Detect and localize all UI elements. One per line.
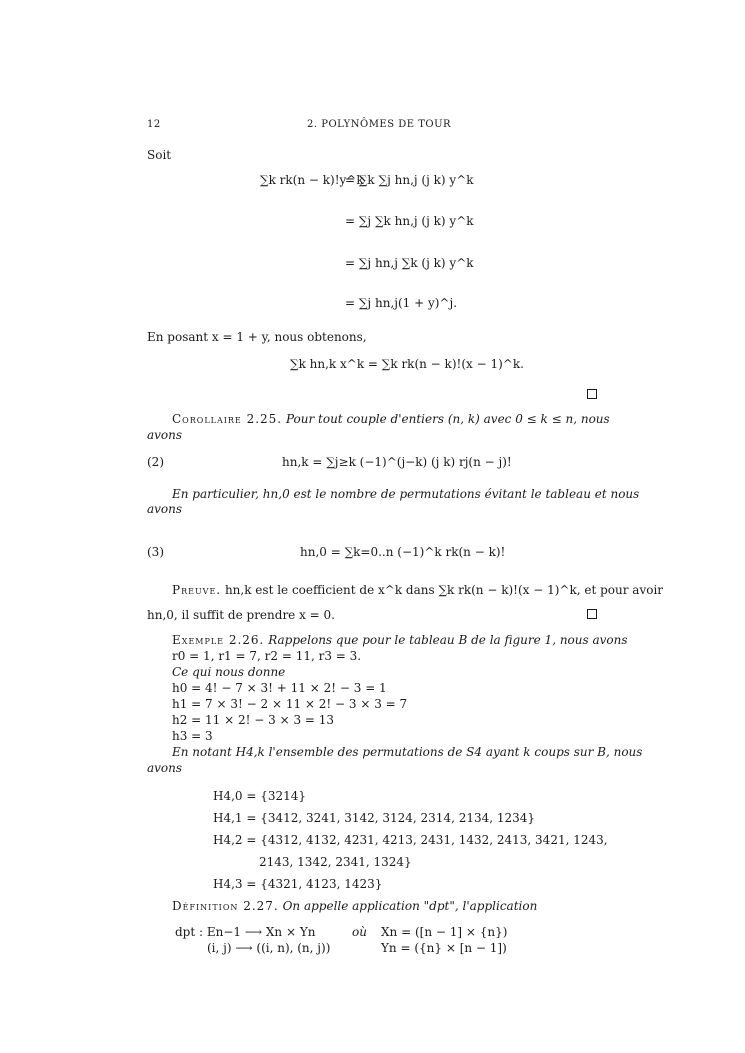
exemple-label: Exemple 2.26.	[172, 633, 265, 647]
ou-text: où	[352, 925, 367, 939]
particulier-text2: avons	[147, 502, 183, 516]
preuve-paragraph	[172, 583, 663, 597]
H3-set: H4,3 = {4321, 4123, 1423}	[213, 877, 383, 891]
notant-text1: En notant H4,k l'ensemble des permutations de S4 ayant k coups sur B, nous	[172, 745, 643, 759]
page-number: 12	[147, 119, 161, 130]
notant-text2: avons	[147, 761, 183, 775]
soit-text: Soit	[147, 148, 172, 162]
corollaire-label: Corollaire 2.25.	[172, 412, 283, 426]
eq-sum-line2: = ∑j ∑k hn,j (j k) y^k	[345, 214, 474, 228]
eq-sum-line4: = ∑j hn,j(1 + y)^j.	[345, 296, 458, 310]
H0-set: H4,0 = {3214}	[213, 789, 307, 803]
eq2: hn,k = ∑j≥k (−1)^(j−k) (j k) rj(n − j)!	[282, 455, 512, 469]
map-line2: (i, j) ⟶ ((i, n), (n, j))	[207, 941, 331, 955]
donne-text: Ce qui nous donne	[172, 665, 286, 679]
particulier-text1: En particulier, hn,0 est le nombre de permutations évitant le tableau et nous	[172, 487, 640, 501]
eq3-number: (3)	[147, 545, 164, 559]
h2-line: h2 = 11 × 2! − 3 × 3 = 13	[172, 713, 335, 727]
corollaire-text1: Pour tout couple d'entiers (n, k) avec 0 ≤ k ≤ n, nous	[285, 412, 610, 426]
definition-paragraph	[172, 899, 537, 913]
preuve-text1: hn,k est le coefficient de x^k dans ∑k rk(n − k)!(x − 1)^k, et pour avoir	[224, 583, 664, 597]
corollaire-paragraph	[172, 412, 610, 426]
H2-set-line2: 2143, 1342, 2341, 1324}	[259, 855, 412, 869]
eq-sum-line1: = ∑k ∑j hn,j (j k) y^k	[345, 173, 474, 187]
definition-text: On appelle application "dpt", l'application	[282, 899, 538, 913]
H1-set: H4,1 = {3412, 3241, 3142, 3124, 2314, 2134, 1234}	[213, 811, 536, 825]
X-definition: Xn = ([n − 1] × {n})	[381, 925, 508, 939]
qed-icon	[587, 389, 597, 399]
eq-sum-lhs: ∑k rk(n − k)!y^k	[260, 173, 364, 187]
posant-text: En posant x = 1 + y, nous obtenons,	[147, 330, 367, 344]
running-title: 2. POLYNÔMES DE TOUR	[307, 119, 452, 130]
exemple-intro: Rappelons que pour le tableau B de la figure 1, nous avons	[268, 633, 628, 647]
eq-x: ∑k hn,k x^k = ∑k rk(n − k)!(x − 1)^k.	[290, 357, 524, 371]
definition-label: Définition 2.27.	[172, 899, 279, 913]
eq2-number: (2)	[147, 455, 164, 469]
r-values: r0 = 1, r1 = 7, r2 = 11, r3 = 3.	[172, 649, 362, 663]
qed-icon	[587, 609, 597, 619]
H2-set-line1: H4,2 = {4312, 4132, 4231, 4213, 2431, 1432, 2413, 3421, 1243,	[213, 833, 608, 847]
h3-line: h3 = 3	[172, 729, 213, 743]
preuve-label: Preuve.	[172, 583, 222, 597]
h0-line: h0 = 4! − 7 × 3! + 11 × 2! − 3 = 1	[172, 681, 387, 695]
eq-sum-line3: = ∑j hn,j ∑k (j k) y^k	[345, 256, 474, 270]
preuve-text2: hn,0, il suffit de prendre x = 0.	[147, 608, 335, 622]
Y-definition: Yn = ({n} × [n − 1])	[381, 941, 507, 955]
eq3: hn,0 = ∑k=0..n (−1)^k rk(n − k)!	[300, 545, 506, 559]
corollaire-text2: avons	[147, 428, 183, 442]
h1-line: h1 = 7 × 3! − 2 × 11 × 2! − 3 × 3 = 7	[172, 697, 408, 711]
exemple-paragraph	[172, 633, 628, 647]
map-line1: dpt : En−1 ⟶ Xn × Yn	[175, 925, 316, 939]
